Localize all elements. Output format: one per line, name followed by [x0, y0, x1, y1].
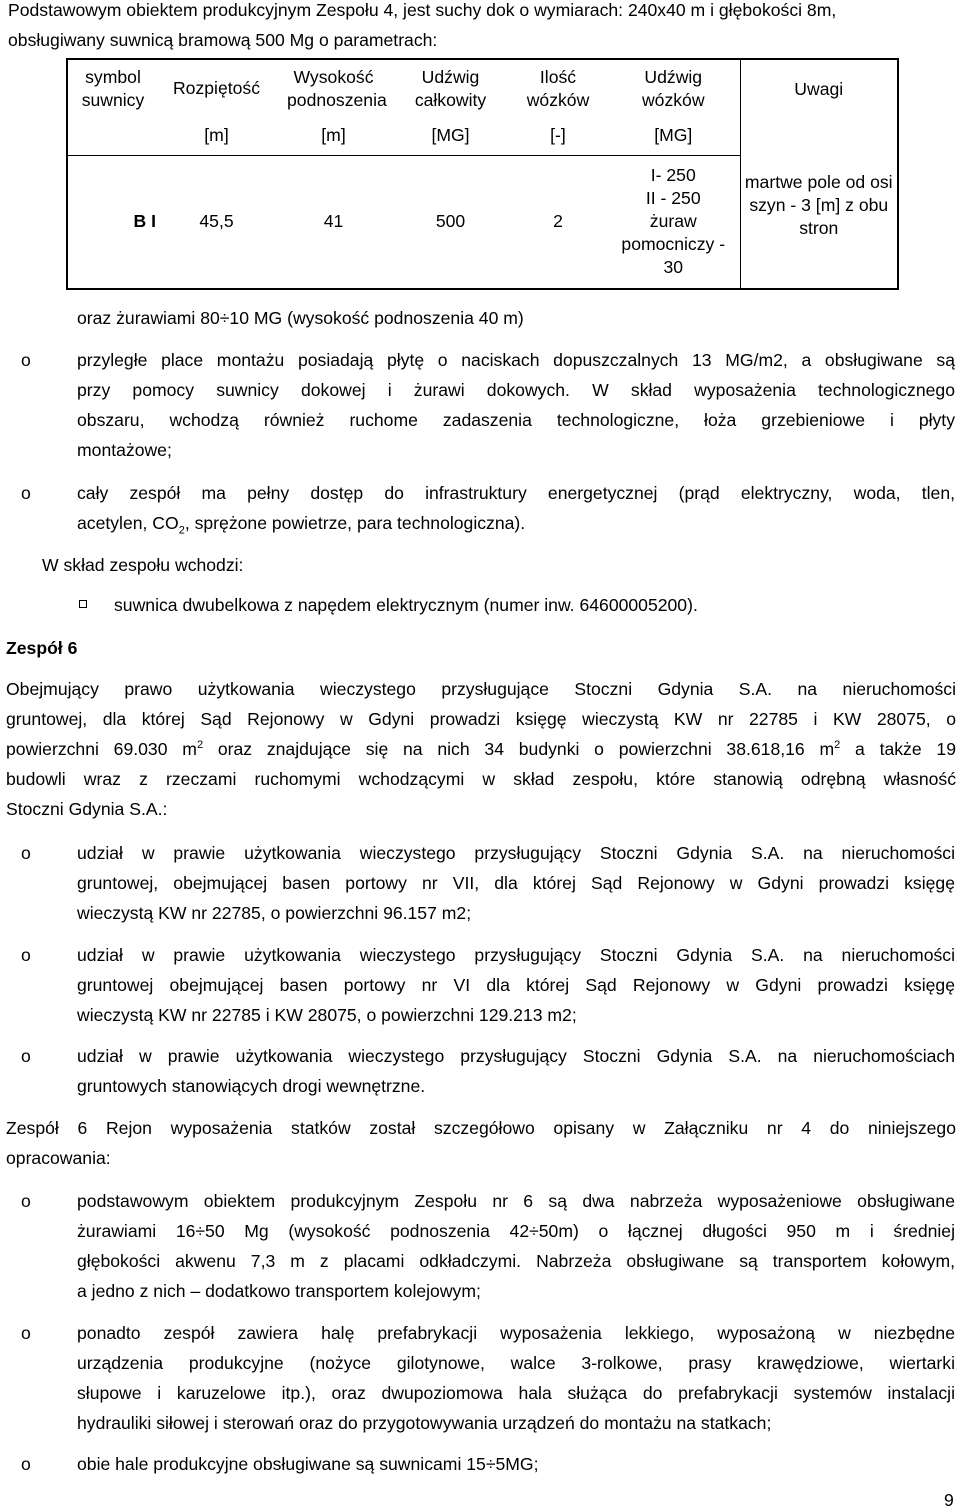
list3-line: hydrauliki siłowej i sterowań oraz do przygotowywania urządzeń do montażu na statkach;: [77, 1413, 772, 1433]
list3-line: głębokości akwenu 7,3 m z placami odkładczymi. Nabrzeża obsługiwane są transportem kołowym,: [77, 1251, 955, 1271]
header-symbol: symbol suwnicy: [67, 59, 158, 117]
text-run: oraz znajdujące się na nich 34 budynki o powierzchni 38.618,16 m: [203, 739, 835, 759]
trolley-capacity-line: I- 250: [650, 165, 696, 186]
crane-symbol: B I: [67, 155, 158, 289]
para2-line: opracowania:: [6, 1148, 111, 1168]
text-run: powierzchni 69.030 m: [6, 739, 197, 759]
crane-lift-height: 41: [275, 155, 392, 289]
unit-capacity: [MG]: [392, 117, 509, 155]
para2-line: Zespół 6 Rejon wyposażenia statków został szczegółowo opisany w Załączniku nr 4 do niniejszego: [6, 1118, 956, 1138]
list3-line: podstawowym obiektem produkcyjnym Zespołu nr 6 są dwa nabrzeża wyposażeniowe obsługiwane: [77, 1191, 955, 1211]
list1-item1-line: przy pomocy suwnicy dokowej i żurawi dokowych. W skład wyposażenia technologicznego: [77, 380, 955, 400]
para1-line: gruntowej, dla której Sąd Rejonowy w Gdyni prowadzi księgę wieczystą KW nr 22785 i KW 28075, o: [6, 709, 956, 729]
header-remarks: Uwagi: [740, 59, 898, 155]
bullet: o: [21, 1191, 31, 1211]
text-run: , sprężone powietrze, para technologiczna).: [184, 513, 526, 533]
superscript: 2: [196, 739, 204, 752]
after-table-note: oraz żurawiami 80÷10 MG (wysokość podnoszenia 40 m): [77, 308, 524, 328]
intro-line-1: Podstawowym obiektem produkcyjnym Zespołu 4, jest suchy dok o wymiarach: 240x40 m i głębokości 8m,: [8, 0, 837, 20]
list1-item1-line: przyległe place montażu posiadają płytę o naciskach dopuszczalnych 13 MG/m2, a obsługiwane są: [77, 350, 955, 370]
intro-line-2: obsługiwany suwnicą bramową 500 Mg o parametrach:: [8, 30, 438, 50]
bullet: o: [21, 1323, 31, 1343]
list3-line: żurawiami 16÷50 Mg (wysokość podnoszenia 42÷50m) o łącznej długości 950 m i średniej: [77, 1221, 955, 1241]
text-run: a także 19: [840, 739, 956, 759]
list3-line: ponadto zespół zawiera halę prefabrykacji wyposażenia lekkiego, wyposażoną w niezbędne: [77, 1323, 955, 1343]
list2-line: wieczystą KW nr 22785, o powierzchni 96.157 m2;: [77, 903, 472, 923]
crane-parameters-table: [66, 58, 899, 290]
subscript: 2: [178, 524, 185, 537]
list2-line: wieczystą KW nr 22785 i KW 28075, o powierzchni 129.213 m2;: [77, 1005, 577, 1025]
list2-line: udział w prawie użytkowania wieczystego przysługujący Stoczni Gdynia S.A. na nieruchomościach: [77, 1046, 955, 1066]
composition-label: W skład zespołu wchodzi:: [42, 555, 244, 575]
bullet: o: [21, 945, 31, 965]
list2-line: gruntowych stanowiących drogi wewnętrzne.: [77, 1076, 426, 1096]
trolley-capacity-line: żuraw: [649, 211, 697, 232]
list3-line: a jedno z nich – dodatkowo transportem kolejowym;: [77, 1281, 481, 1301]
bullet: o: [21, 350, 31, 370]
remarks-line: martwe pole od osi: [744, 172, 893, 192]
bullet: o: [21, 483, 31, 503]
list1-item1-line: montażowe;: [77, 440, 172, 460]
header-span: Rozpiętość: [158, 59, 275, 117]
text-run: acetylen, CO: [77, 513, 179, 533]
para1-line: [6, 739, 956, 759]
unit-span: [m]: [158, 117, 275, 155]
list1-item2-line: cały zespół ma pełny dostęp do infrastruktury energetycznej (prąd elektryczny, woda, tlen,: [77, 483, 955, 503]
unit-height: [m]: [275, 117, 392, 155]
square-list-item: suwnica dwubelkowa z napędem elektrycznym (numer inw. 64600005200).: [114, 595, 698, 615]
zespol6-heading: Zespół 6: [6, 638, 78, 658]
list2-line: udział w prawie użytkowania wieczystego przysługujący Stoczni Gdynia S.A. na nieruchomości: [77, 945, 955, 965]
crane-remarks: [740, 155, 898, 289]
list2-line: gruntowej obejmującej basen portowy nr VI dla której Sąd Rejonowy w Gdyni prowadzi księgę: [77, 975, 955, 995]
crane-total-capacity: 500: [392, 155, 509, 289]
bullet: o: [21, 843, 31, 863]
trolley-capacity-line: 30: [663, 257, 684, 278]
list2-line: udział w prawie użytkowania wieczystego przysługujący Stoczni Gdynia S.A. na nieruchomości: [77, 843, 955, 863]
crane-trolley-count: 2: [509, 155, 607, 289]
para1-line: Obejmujący prawo użytkowania wieczystego przysługujące Stoczni Gdynia S.A. na nieruchomości: [6, 679, 956, 699]
list3-line: słupowe i karuzelowe itp.), oraz dwupoziomowa hala służąca do prefabrykacji systemów instalacji: [77, 1383, 955, 1403]
crane-span: 45,5: [158, 155, 275, 289]
superscript: 2: [834, 739, 841, 752]
bullet: o: [21, 1454, 31, 1474]
list3-line: obie hale produkcyjne obsługiwane są suwnicami 15÷5MG;: [77, 1454, 539, 1474]
header-lift-height: Wysokość podnoszenia: [275, 59, 392, 117]
header-total-capacity: Udźwig całkowity: [392, 59, 509, 117]
bullet: o: [21, 1046, 31, 1066]
square-bullet-icon: [79, 600, 87, 608]
para1-line: Stoczni Gdynia S.A.:: [6, 799, 168, 819]
header-trolley-capacity: Udźwig wózków: [607, 59, 740, 117]
list1-item2-line: [77, 513, 526, 537]
unit-trolleys: [-]: [509, 117, 607, 155]
page-number: 9: [944, 1490, 954, 1510]
list3-line: urządzenia produkcyjne (nożyce gilotynowe, walce 3-rolkowe, prasy krawędziowe, wiertarki: [77, 1353, 955, 1373]
list1-item1-line: obszaru, wchodzą również ruchome zadaszenia technologiczne, łoża grzebieniowe i płyty: [77, 410, 955, 430]
unit-trolley-capacity: [MG]: [607, 117, 740, 155]
remarks-line: stron: [799, 218, 839, 238]
remarks-line: szyn - 3 [m] z obu: [749, 195, 889, 215]
list2-line: gruntowej, obejmującej basen portowy nr VII, dla której Sąd Rejonowy w Gdyni prowadzi księgę: [77, 873, 955, 893]
crane-trolley-capacity: [607, 155, 740, 289]
para1-line: budowli wraz z rzeczami ruchomymi wchodzącymi w skład zespołu, które stanowią odrębną własność: [6, 769, 956, 789]
trolley-capacity-line: II - 250: [645, 188, 701, 209]
trolley-capacity-line: pomocniczy -: [621, 234, 726, 255]
header-trolley-count: Ilość wózków: [509, 59, 607, 117]
